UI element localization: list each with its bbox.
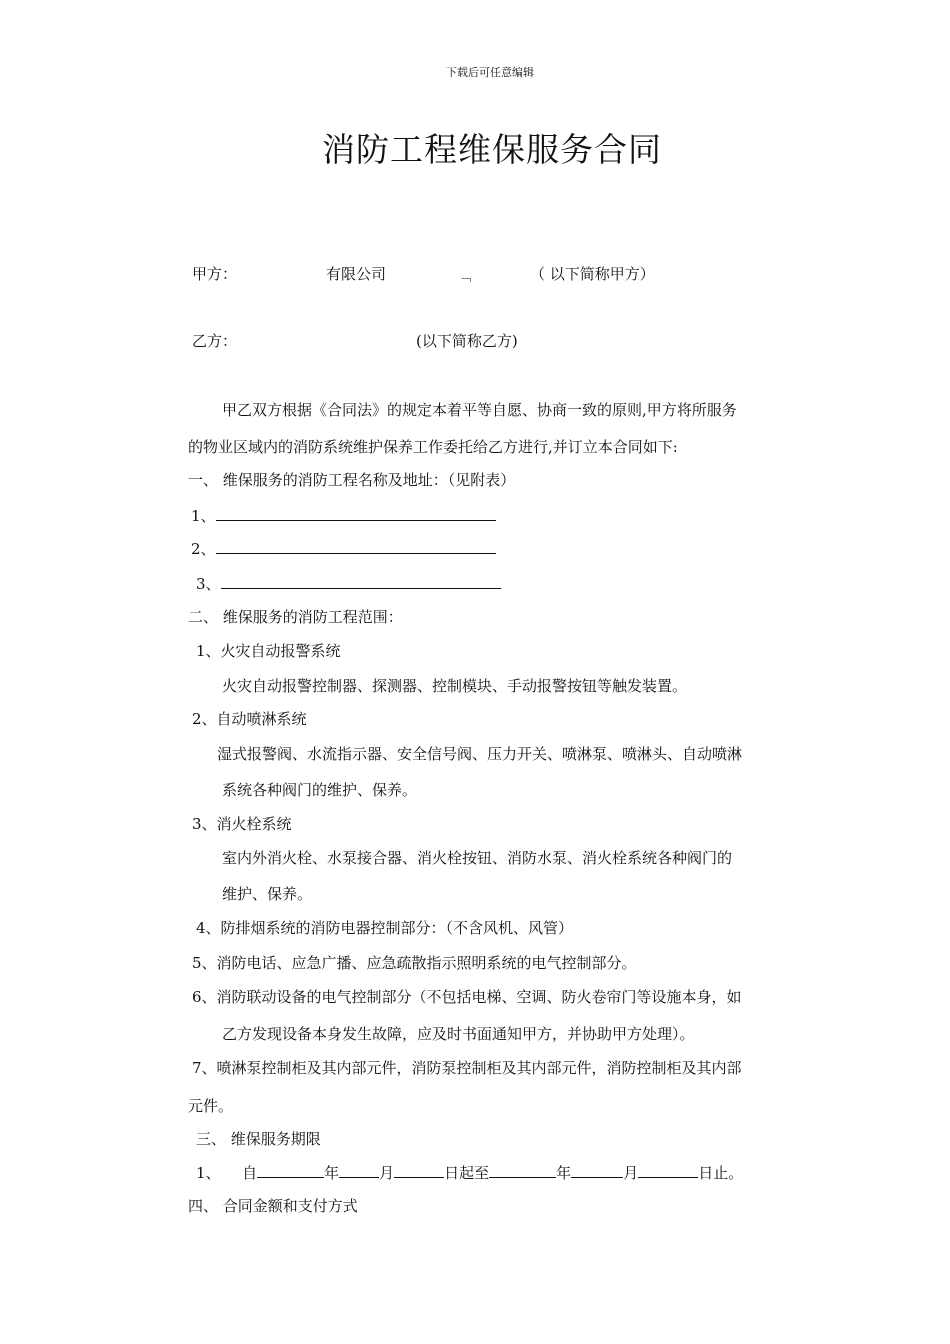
section-1-item-2 (191, 538, 496, 559)
blank-year (257, 1162, 324, 1178)
intro-line-1: 甲乙双方根据《合同法》的规定本着平等自愿、协商一致的原则,甲方将所服务 (222, 401, 737, 419)
blank-day-2 (638, 1162, 698, 1178)
period-from: 自 (242, 1164, 258, 1182)
intro-line-2: 的物业区域内的消防系统维护保养工作委托给乙方进行,并订立本合同如下: (188, 438, 678, 456)
scope-item-2-desc-1: 湿式报警阀、水流指示器、安全信号阀、压力开关、喷淋泵、喷淋头、自动喷淋 (217, 745, 743, 763)
scope-item-2-desc-2: 系统各种阀门的维护、保养。 (222, 781, 418, 799)
section-4-heading: 四、 合同金额和支付方式 (188, 1197, 358, 1215)
section-1-item-3 (196, 573, 501, 594)
scope-item-1-title: 1、火灾自动报警系统 (196, 642, 341, 660)
blank-line (216, 505, 496, 521)
item-number: 1、 (191, 507, 216, 525)
period-end: 日止。 (698, 1164, 744, 1182)
section-3-heading: 三、 维保服务期限 (196, 1130, 321, 1148)
scope-item-6-line-2: 乙方发现设备本身发生故障，应及时书面通知甲方，并协助甲方处理）。 (222, 1025, 695, 1043)
blank-year-2 (489, 1162, 556, 1178)
scope-item-3-desc-1: 室内外消火栓、水泵接合器、消火栓按钮、消防水泵、消火栓系统各种阀门的 (222, 849, 733, 867)
period-year: 年 (324, 1164, 340, 1182)
scope-item-3-desc-2: 维护、保养。 (222, 885, 313, 903)
blank-month (339, 1162, 379, 1178)
party-a-mark: ﹁ (458, 270, 472, 285)
blank-line (216, 538, 496, 554)
party-b-alias: (以下简称乙方) (416, 332, 518, 350)
page-title: 消防工程维保服务合同 (322, 130, 662, 169)
blank-line (221, 573, 501, 589)
party-a-label: 甲方： (192, 265, 238, 283)
service-period-line (196, 1162, 743, 1183)
item-number: 1、 (196, 1164, 221, 1182)
scope-item-4: 4、防排烟系统的消防电器控制部分：（不含风机、风管） (196, 919, 574, 937)
scope-item-2-title: 2、自动喷淋系统 (192, 710, 307, 728)
section-1-item-1 (191, 505, 496, 526)
blank-month-2 (571, 1162, 623, 1178)
period-year-2: 年 (556, 1164, 572, 1182)
period-month-2: 月 (623, 1164, 639, 1182)
scope-item-6-line-1: 6、消防联动设备的电气控制部分（不包括电梯、空调、防火卷帘门等设施本身，如 (192, 988, 742, 1006)
section-2-heading: 二、 维保服务的消防工程范围： (188, 608, 403, 626)
period-day-to: 日起至 (444, 1164, 490, 1182)
party-b-label: 乙方： (192, 332, 238, 350)
scope-item-5: 5、消防电话、应急广播、应急疏散指示照明系统的电气控制部分。 (192, 954, 637, 972)
party-a-alias: （ 以下简称甲方） (530, 265, 655, 283)
scope-item-7-line-1: 7、喷淋泵控制柜及其内部元件，消防泵控制柜及其内部元件，消防控制柜及其内部 (192, 1059, 742, 1077)
item-number: 3、 (196, 575, 221, 593)
scope-item-1-desc: 火灾自动报警控制器、探测器、控制模块、手动报警按钮等触发装置。 (222, 677, 688, 695)
party-a-company: 有限公司 (326, 265, 387, 283)
scope-item-3-title: 3、消火栓系统 (192, 815, 292, 833)
period-month: 月 (379, 1164, 395, 1182)
blank-day (394, 1162, 444, 1178)
item-number: 2、 (191, 540, 216, 558)
section-1-heading: 一、 维保服务的消防工程名称及地址：（见附表） (188, 471, 516, 489)
scope-item-7-line-2: 元件。 (188, 1097, 234, 1115)
header-note: 下载后可任意编辑 (446, 66, 534, 79)
